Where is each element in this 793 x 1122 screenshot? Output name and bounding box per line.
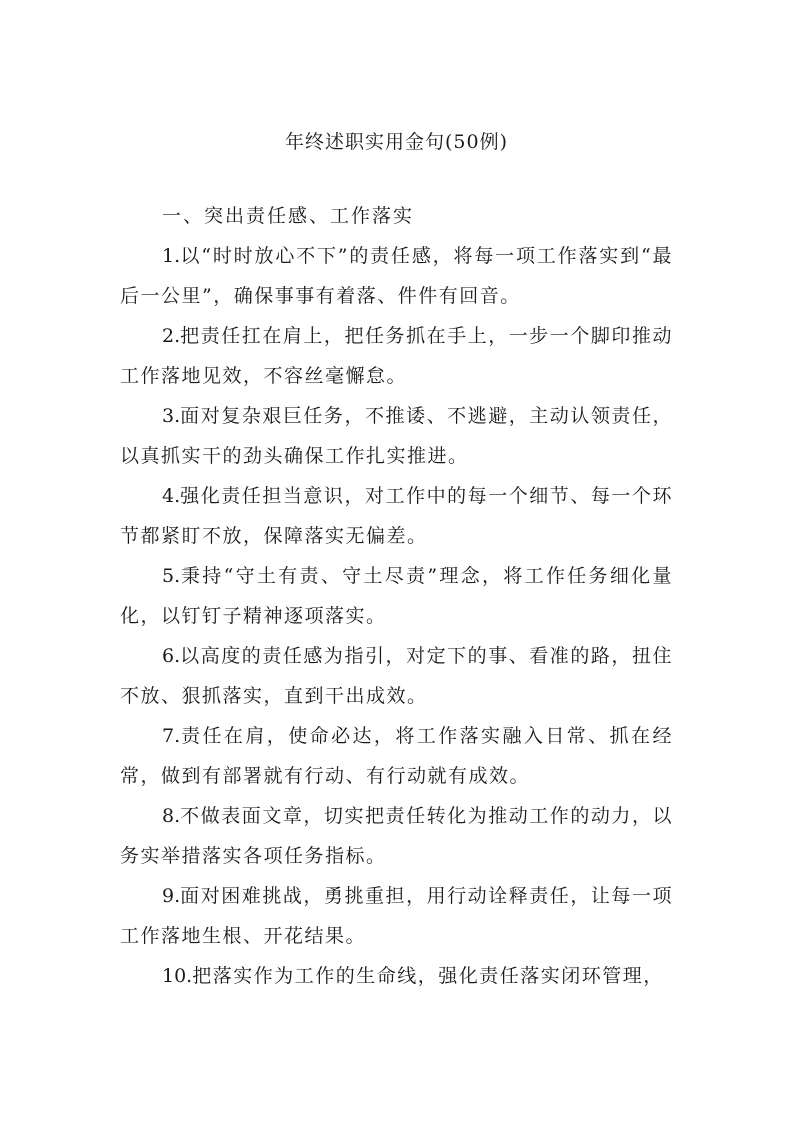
section-heading: 一、突出责任感、工作落实 xyxy=(162,205,415,227)
list-item xyxy=(120,956,673,996)
list-item xyxy=(120,636,673,716)
list-item xyxy=(120,316,673,396)
item-number: 9. xyxy=(162,885,181,907)
item-number: 2. xyxy=(162,325,181,347)
item-number: 3. xyxy=(162,405,181,427)
item-text: 把责任扛在肩上，把任务抓在手上，一步一个脚印推动工作落地见效，不容丝毫懈怠。 xyxy=(120,325,673,387)
list-item xyxy=(120,476,673,556)
list-item xyxy=(120,396,673,476)
item-text: 强化责任担当意识，对工作中的每一个细节、每一个环节都紧盯不放，保障落实无偏差。 xyxy=(120,485,673,547)
item-number: 4. xyxy=(162,485,181,507)
document-title: 年终述职实用金句(50例) xyxy=(284,131,508,153)
item-number: 6. xyxy=(162,645,181,667)
item-text: 面对复杂艰巨任务，不推诿、不逃避，主动认领责任，以真抓实干的劲头确保工作扎实推进。 xyxy=(120,405,673,467)
list-item xyxy=(120,236,673,316)
document-body xyxy=(120,196,673,996)
list-item xyxy=(120,876,673,956)
item-number: 10. xyxy=(162,965,193,987)
item-number: 7. xyxy=(162,725,181,747)
item-text: 以高度的责任感为指引，对定下的事、看准的路，扭住不放、狠抓落实，直到干出成效。 xyxy=(120,645,673,707)
item-text: 秉持“守土有责、守土尽责”理念，将工作任务细化量化，以钉钉子精神逐项落实。 xyxy=(120,565,673,627)
item-text: 责任在肩，使命必达，将工作落实融入日常、抓在经常，做到有部署就有行动、有行动就有成效。 xyxy=(120,725,673,787)
item-text: 以“时时放心不下”的责任感，将每一项工作落实到“最后一公里”，确保事事有着落、件件有回音。 xyxy=(120,245,673,307)
list-item xyxy=(120,716,673,796)
item-number: 1. xyxy=(162,245,181,267)
item-number: 5. xyxy=(162,565,181,587)
list-item xyxy=(120,556,673,636)
item-text: 面对困难挑战，勇挑重担，用行动诠释责任，让每一项工作落地生根、开花结果。 xyxy=(120,885,673,947)
item-text: 不做表面文章，切实把责任转化为推动工作的动力，以务实举措落实各项任务指标。 xyxy=(120,805,673,867)
list-item xyxy=(120,796,673,876)
item-number: 8. xyxy=(162,805,181,827)
item-text: 把落实作为工作的生命线，强化责任落实闭环管理， xyxy=(192,965,664,987)
